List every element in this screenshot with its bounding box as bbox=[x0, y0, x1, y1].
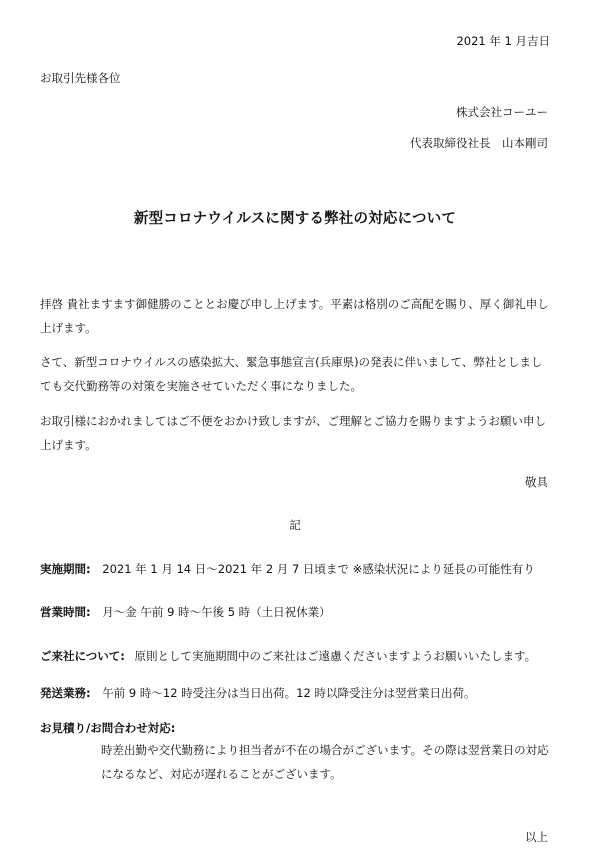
item-label: ご来社について: bbox=[40, 649, 125, 663]
item-text: 月～金 午前 9 時～午後 5 時（土日祝休業） bbox=[102, 605, 331, 619]
item-text: 午前 9 時～12 時受注分は当日出荷。12 時以降受注分は翌営業日出荷。 bbox=[102, 686, 476, 700]
item-visits bbox=[40, 648, 536, 664]
recipient-line: お取引先様各位 bbox=[40, 71, 121, 85]
greeting-paragraph: 拝啓 貴社ますます御健勝のこととお慶び申し上げます。平素は格別のご高配を賜り、厚く御礼申し上げます。 bbox=[40, 297, 549, 335]
announcement-paragraph: さて、新型コロナウイルスの感染拡大、緊急事態宣言(兵庫県)の発表に伴いまして、弊社としましても交代勤務等の対策を実施させていただく事になりました。 bbox=[40, 355, 543, 393]
ki-heading: 記 bbox=[289, 518, 301, 532]
item-shipping bbox=[40, 685, 475, 701]
request-paragraph: お取引様におかれましてはご不便をおかけ致しますが、ご理解とご協力を賜りますようお願い申し上げます。 bbox=[40, 414, 546, 452]
end-ijou: 以上 bbox=[525, 830, 548, 844]
item-hours bbox=[40, 604, 331, 620]
item-label: 営業時間: bbox=[40, 605, 91, 619]
document-date: 2021 年 1 月吉日 bbox=[456, 34, 550, 48]
document-title: 新型コロナウイルスに関する弊社の対応について bbox=[133, 211, 457, 227]
estimate-label: お見積り/お問合わせ対応: bbox=[40, 721, 176, 735]
representative-name: 代表取締役社長 山本剛司 bbox=[410, 136, 548, 150]
item-label: 発送業務: bbox=[40, 686, 91, 700]
item-text: 2021 年 1 月 14 日～2021 年 2 月 7 日頃まで ※感染状況により延長の可能性有り bbox=[102, 562, 535, 576]
estimate-text: 時差出勤や交代勤務により担当者が不在の場合がございます。その際は翌営業日の対応になるなど、対応が遅れることがございます。 bbox=[101, 743, 549, 781]
company-name: 株式会社コーユー bbox=[456, 105, 548, 119]
closing-keigu: 敬具 bbox=[525, 475, 548, 489]
item-text: 原則として実施期間中のご来社はご遠慮くださいますようお願いいたします。 bbox=[134, 649, 537, 663]
item-period bbox=[40, 561, 535, 577]
item-label: 実施期間: bbox=[40, 562, 91, 576]
